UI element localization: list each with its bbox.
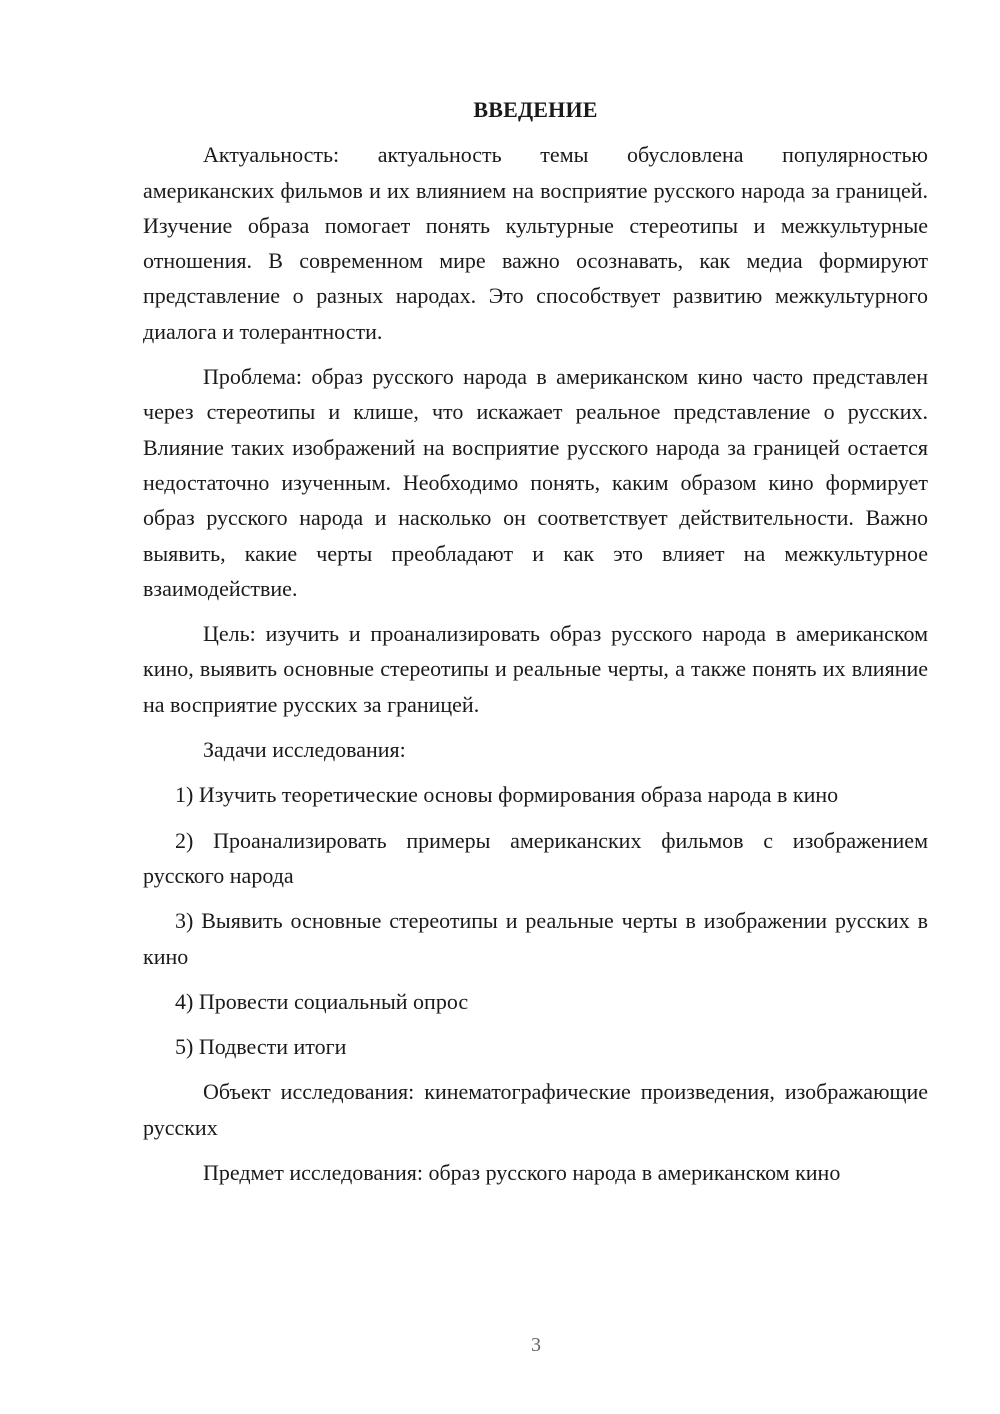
task-item-4: 4) Провести социальный опрос [175, 988, 469, 1014]
goal-paragraph: Цель: изучить и проанализировать образ русского народа в американском кино, выявить основные стереотипы и реальные черты, а также понять их влияние на восприятие русских за границей. [143, 621, 928, 717]
problem-paragraph: Проблема: образ русского народа в американском кино часто представлен через стереотипы и клише, что искажает реальное представление о русских. Влияние таких изображений на восприятие русского народа за границей остается недостаточно изученным. Необходимо понять, каким образом кино формирует образ русского народа и насколько он соответствует действительности. Важно выявить, какие черты преобладают и как это влияет на межкультурное взаимодействие. [143, 364, 928, 601]
research-subject-paragraph: Предмет исследования: образ русского народа в американском кино [203, 1160, 841, 1186]
section-heading: ВВЕДЕНИЕ [473, 97, 598, 122]
document-page [143, 92, 928, 1200]
task-item-1: 1) Изучить теоретические основы формирования образа народа в кино [175, 782, 839, 808]
research-object-paragraph: Объект исследования: кинематографические произведения, изображающие русских [143, 1079, 928, 1140]
task-item-2: 2) Проанализировать примеры американских фильмов с изображением русского народа [143, 827, 928, 888]
task-item-3: 3) Выявить основные стереотипы и реальные черты в изображении русских в кино [143, 908, 928, 969]
tasks-intro: Задачи исследования: [203, 737, 406, 763]
task-item-5: 5) Подвести итоги [175, 1034, 347, 1060]
relevance-paragraph: Актуальность: актуальность темы обусловлена популярностью американских фильмов и их влиянием на восприятие русского народа за границей. Изучение образа помогает понять культурные стереотипы и межкультурные отношения. В современном мире важно осознавать, как медиа формируют представление о разных народах. Это способствует развитию межкультурного диалога и толерантности. [143, 142, 928, 344]
page-number: 3 [531, 1334, 541, 1356]
